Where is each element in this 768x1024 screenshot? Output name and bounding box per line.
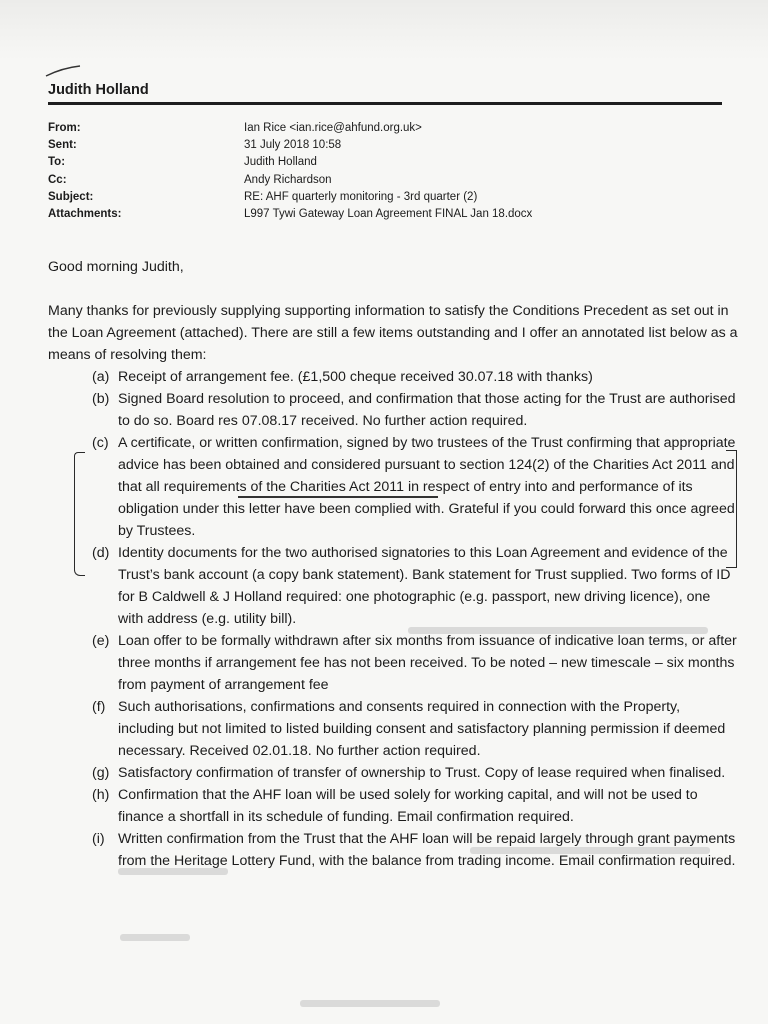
email-body (48, 256, 738, 872)
item-text: Loan offer to be formally withdrawn after six months from issuance of indicative loan terms, or after three months if arrangement fee has not been received. To be noted – new timescale – six months from payment of arrangement fee (118, 633, 737, 693)
header-attachments-row (48, 206, 728, 223)
item-text: Satisfactory confirmation of transfer of ownership to Trust. Copy of lease required when finalised. (118, 765, 726, 781)
item-label: (d) (92, 545, 110, 561)
item-label: (b) (92, 391, 110, 407)
item-label: (a) (92, 369, 110, 385)
item-text: Receipt of arrangement fee. (£1,500 cheque received 30.07.18 with thanks) (118, 369, 593, 385)
list-item (92, 388, 738, 432)
list-item (92, 542, 738, 630)
recipient-name: Judith Holland (48, 82, 149, 98)
list-item (92, 784, 738, 828)
header-value: RE: AHF quarterly monitoring - 3rd quarter (2) (244, 190, 478, 203)
item-label: (f) (92, 699, 106, 715)
list-item (92, 432, 738, 542)
attachment-link[interactable]: L997 Tywi Gateway Loan Agreement FINAL Jan 18.docx (244, 208, 533, 221)
scan-smudge (470, 847, 710, 854)
handwritten-bracket-left (74, 452, 85, 576)
item-text: Confirmation that the AHF loan will be used solely for working capital, and will not be used to finance a shortfall in its schedule of funding. Email confirmation required. (118, 787, 698, 825)
header-value: Ian Rice <ian.rice@ahfund.org.uk> (244, 122, 422, 134)
handwritten-bracket-right (726, 450, 737, 568)
pen-mark (44, 64, 84, 78)
item-label: (c) (92, 435, 109, 451)
scan-smudge (300, 1000, 440, 1007)
item-text: A certificate, or written confirmation, signed by two trustees of the Trust confirming that appropriate advice has been obtained and considered pursuant to section 124(2) of the Charities Act 2011 and that all requirements of the Charities Act 2011 in respect of entry into and performance of its obligation under this letter have been complied with. Grateful if you could forward this once agreed by Trustees. (118, 435, 736, 539)
scan-shadow (0, 0, 768, 60)
list-item (92, 366, 738, 388)
item-text: Signed Board resolution to proceed, and confirmation that those acting for the Trust are authorised to do so. Board res 07.08.17 received. No further action required. (118, 391, 736, 429)
conditions-list (48, 366, 738, 872)
list-item (92, 630, 738, 696)
handwritten-underline (238, 496, 438, 498)
scan-smudge (408, 627, 708, 634)
header-from-row (48, 120, 728, 137)
list-item (92, 696, 738, 762)
item-text: Such authorisations, confirmations and consents required in connection with the Property, including but not limited to listed building consent and satisfactory planning permission if deemed necessary. Received 02.01.18. No further action required. (118, 699, 726, 759)
intro-paragraph: Many thanks for previously supplying supporting information to satisfy the Conditions Precedent as set out in the Loan Agreement (attached). There are still a few items outstanding and I offer an annotated list below as a means of resolving them: (48, 303, 738, 363)
header-value: 31 July 2018 10:58 (244, 139, 342, 152)
header-label: From: (48, 122, 81, 134)
item-label: (h) (92, 787, 110, 803)
item-text: Written confirmation from the Trust that the AHF loan will be repaid largely through grant payments from the Heritage Lottery Fund, with the balance from trading income. Email confirmation required. (118, 831, 736, 869)
item-text: Identity documents for the two authorised signatories to this Loan Agreement and evidence of the Trust’s bank account (a copy bank statement). Bank statement for Trust supplied. Two forms of ID for B Caldwell & J Holland required: one photographic (e.g. passport, new driving licence), one with address (e.g. utility bill). (118, 545, 731, 627)
header-subject-row (48, 189, 728, 206)
header-value: Andy Richardson (244, 173, 332, 186)
header-label: Cc: (48, 173, 67, 186)
item-label: (i) (92, 831, 105, 847)
header-cc-row (48, 172, 728, 189)
header-label: Sent: (48, 139, 77, 152)
header-to-row (48, 154, 728, 171)
header-label: To: (48, 156, 66, 169)
list-item (92, 762, 738, 784)
header-label: Subject: (48, 190, 94, 203)
header-label: Attachments: (48, 208, 122, 221)
header-rule (48, 102, 722, 105)
header-sent-row (48, 137, 728, 154)
greeting: Good morning Judith, (48, 259, 184, 275)
email-headers (48, 120, 728, 223)
scan-smudge (120, 934, 190, 941)
item-label: (e) (92, 633, 110, 649)
header-value: Judith Holland (244, 156, 317, 169)
scan-smudge (118, 868, 228, 875)
item-label: (g) (92, 765, 110, 781)
